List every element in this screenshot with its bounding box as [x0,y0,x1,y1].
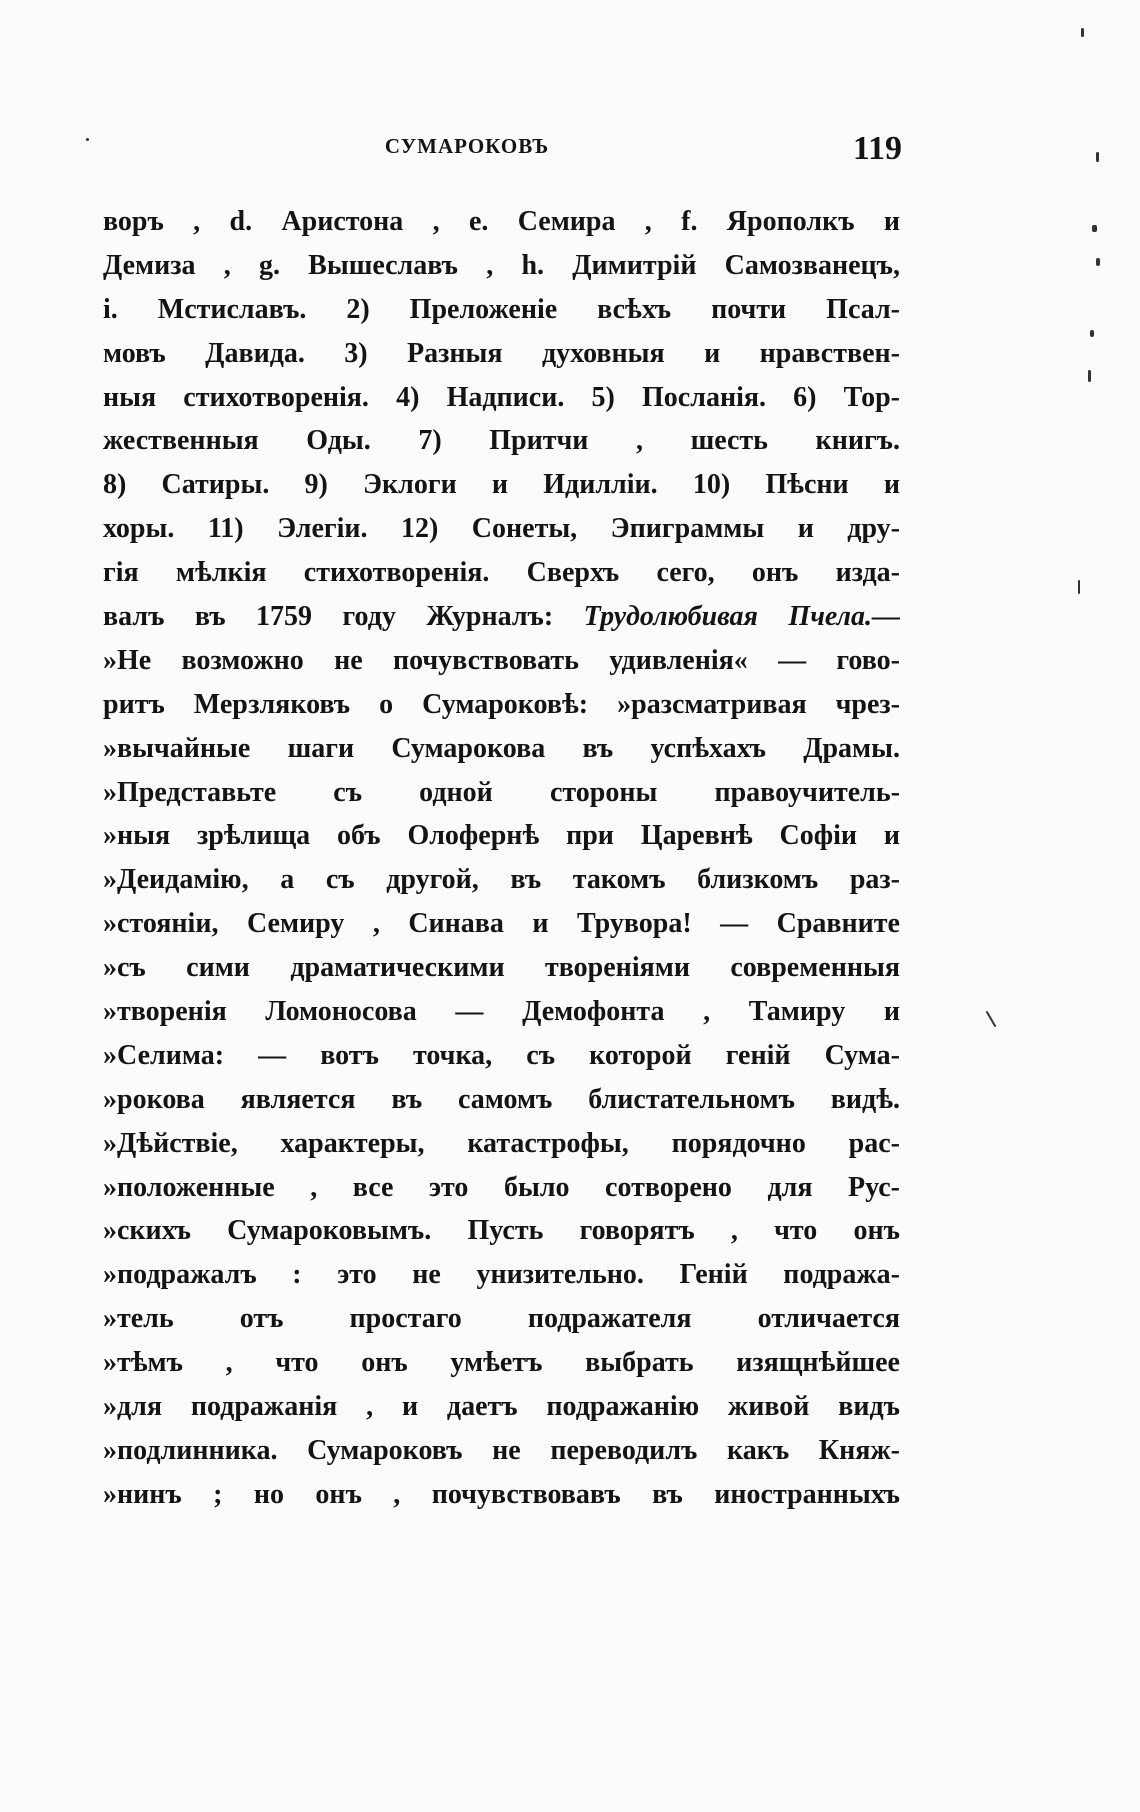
text-line: мовъ Давида. 3) Разныя духовныя и нравствен- [103,337,900,369]
scan-mark [1078,580,1080,594]
scan-mark [1092,225,1097,232]
text-line: »стояніи, Семиру , Синава и Трувора! — Сравните [103,908,900,940]
scan-mark [1096,258,1100,266]
text-line: »тѣмъ , что онъ умѣетъ выбрать изящнѣйшее [103,1347,900,1379]
scan-mark [1090,330,1094,337]
text-line: »Селима: — вотъ точка, съ которой геній Сума- [103,1039,900,1071]
text-line: i. Мстиславъ. 2) Преложеніе всѣхъ почти Псал- [103,293,900,325]
page-number: 119 [852,130,902,167]
text-line: »для подражанія , и даетъ подражанію живой видъ [103,1391,900,1423]
text-line: гія мѣлкія стихотворенія. Сверхъ сего, онъ изда- [103,557,900,589]
body-text [103,200,900,1517]
text-line: »съ сими драматическими твореніями современныя [103,952,900,984]
scan-mark [1096,152,1099,162]
text-line: »нинъ ; но онъ , почувствовавъ въ иностранныхъ [103,1478,900,1510]
text-line: 8) Сатиры. 9) Эклоги и Идилліи. 10) Пѣсни и [103,469,900,501]
scan-mark [1081,28,1084,37]
text-line: »рокова является въ самомъ блистательномъ видѣ. [103,1083,900,1115]
text-line: ныя стихотворенія. 4) Надписи. 5) Посланія. 6) Тор- [103,381,900,413]
scan-mark [986,1011,997,1028]
text-line: »Деидамію, а съ другой, въ такомъ близкомъ раз- [103,864,900,896]
text-line: ритъ Мерзляковъ о Сумароковѣ: »разсматривая чрез- [103,688,900,720]
journal-title: Трудолюбивая Пчела.— [583,601,900,633]
text-line: »подражалъ : это не унизительно. Геній подража- [103,1259,900,1291]
text-line: хоры. 11) Элегіи. 12) Сонеты, Эпиграммы и дру- [103,513,900,545]
text-line: »скихъ Сумароковымъ. Пусть говорятъ , что онъ [103,1215,900,1247]
text-line: »вычайные шаги Сумарокова въ успѣхахъ Драмы. [103,732,900,764]
text-line: »ныя зрѣлища объ Олофернѣ при Царевнѣ Софіи и [103,820,900,852]
text-line [103,595,900,639]
scan-mark [1088,370,1091,382]
text-line: »положенные , все это было сотворено для Рус- [103,1171,900,1203]
text-line: Демиза , g. Вышеславъ , h. Димитрій Самозванецъ, [103,249,900,281]
text-line-plain: валъ въ 1759 году Журналъ: [103,601,584,633]
text-line: »Дѣйствіе, характеры, катастрофы, порядочно рас- [103,1127,900,1159]
text-line: »Представьте съ одной стороны правоучитель- [103,776,900,808]
text-line: »Не возможно не почувствовать удивленія« — гово- [103,644,900,676]
text-line: »подлинника. Сумароковъ не переводилъ какъ Княж- [103,1434,900,1466]
running-title: СУМАРОКОВЪ [384,134,550,158]
text-line: »творенія Ломоносова — Демофонта , Тамиру и [103,996,900,1028]
scan-mark [86,138,89,141]
text-line: »тель отъ простаго подражателя отличается [103,1303,900,1335]
text-line: воръ , d. Аристона , е. Семира , f. Ярополкъ и [103,206,900,237]
text-line: жественныя Оды. 7) Притчи , шесть книгъ. [103,425,900,457]
